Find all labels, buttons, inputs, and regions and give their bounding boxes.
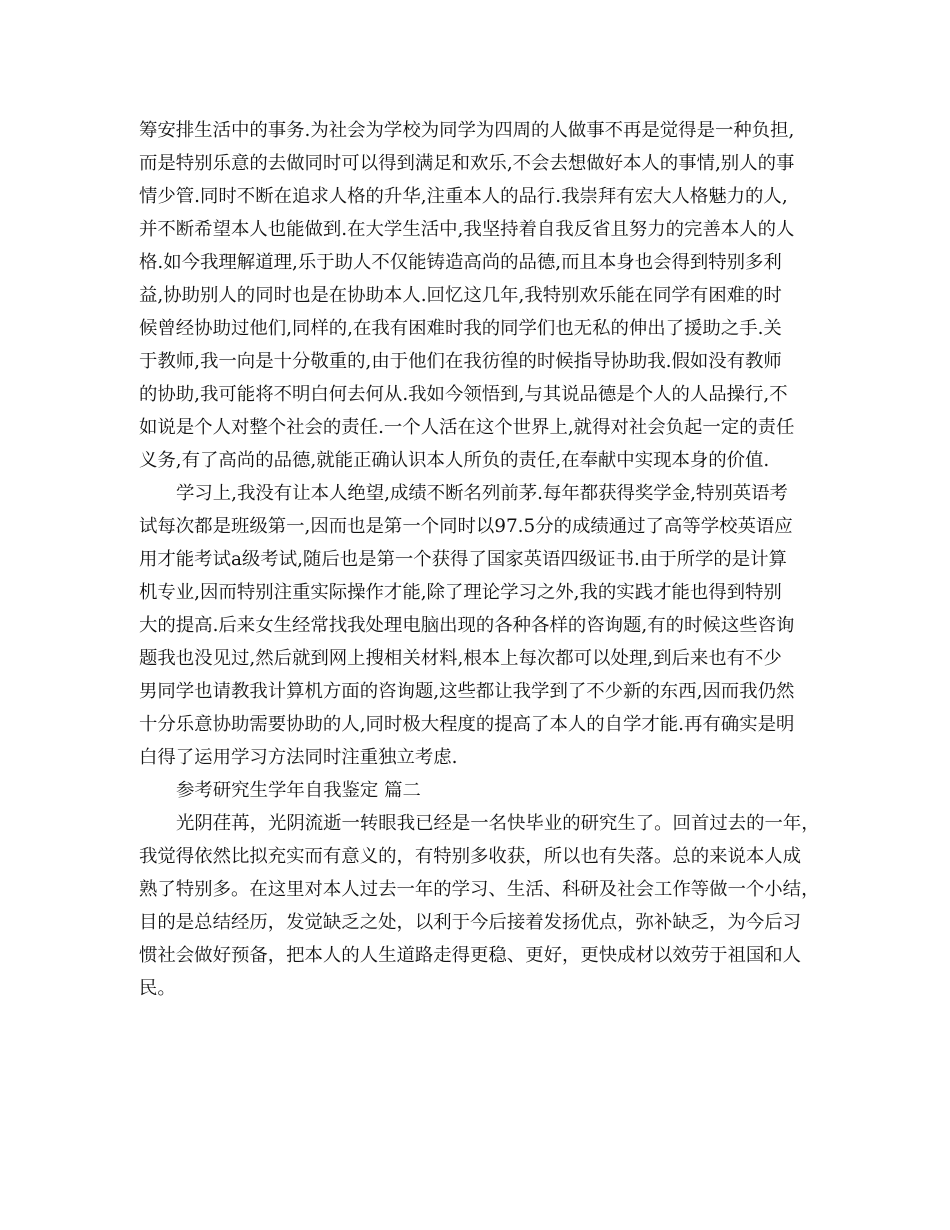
text-line: 筹安排生活中的事务.为社会为学校为同学为四周的人做事不再是觉得是一种负担, <box>139 120 795 141</box>
paragraph-3 <box>139 807 819 1005</box>
text-line: 学习上,我没有让本人绝望,成绩不断名列前茅.每年都获得奖学金,特别英语考 <box>176 483 788 504</box>
text-line: 我觉得依然比拟充实而有意义的，有特别多收获，所以也有失落。总的来说本人成 <box>139 846 802 867</box>
section-heading: 参考研究生学年自我鉴定 篇二 <box>176 780 421 801</box>
paragraph-2 <box>139 477 819 774</box>
text-line: 并不断希望本人也能做到.在大学生活中,我坚持着自我反省且努力的完善本人的人 <box>139 219 795 240</box>
text-line: 义务,有了高尚的品德,就能正确认识本人所负的责任,在奉献中实现本身的价值. <box>139 450 770 471</box>
text-line: 情少管.同时不断在追求人格的升华,注重本人的品行.我崇拜有宏大人格魅力的人, <box>139 186 788 207</box>
text-line: 用才能考试a级考试,随后也是第一个获得了国家英语四级证书.由于所学的是计算 <box>139 549 787 570</box>
text-line: 熟了特别多。在这里对本人过去一年的学习、生活、科研及社会工作等做一个小结， <box>139 879 820 900</box>
text-line: 光阴荏苒，光阴流逝一转眼我已经是一名快毕业的研究生了。回首过去的一年， <box>176 813 820 834</box>
text-line: 男同学也请教我计算机方面的咨询题,这些都让我学到了不少新的东西,因而我仍然 <box>139 681 795 702</box>
text-line: 格.如今我理解道理,乐于助人不仅能铸造高尚的品德,而且本身也会得到特别多利 <box>139 252 782 273</box>
text-line: 惯社会做好预备，把本人的人生道路走得更稳、更好，更快成材以效劳于祖国和人 <box>139 945 802 966</box>
text-line: 的协助,我可能将不明白何去何从.我如今领悟到,与其说品德是个人的人品操行,不 <box>139 384 788 405</box>
text-line: 机专业,因而特别注重实际操作才能,除了理论学习之外,我的实践才能也得到特别 <box>139 582 782 603</box>
text-line: 大的提高.后来女生经常找我处理电脑出现的各种各样的咨询题,有的时候这些咨询 <box>139 615 795 636</box>
text-line: 民。 <box>139 978 176 999</box>
text-line: 十分乐意协助需要协助的人,同时极大程度的提高了本人的自学才能.再有确实是明 <box>139 714 795 735</box>
document-body <box>139 114 819 1005</box>
text-line: 于教师,我一向是十分敬重的,由于他们在我彷徨的时候指导协助我.假如没有教师 <box>139 351 782 372</box>
text-line: 如说是个人对整个社会的责任.一个人活在这个世界上,就得对社会负起一定的责任 <box>139 417 795 438</box>
text-line: 而是特别乐意的去做同时可以得到满足和欢乐,不会去想做好本人的事情,别人的事 <box>139 153 795 174</box>
text-line: 试每次都是班级第一,因而也是第一个同时以97.5分的成绩通过了高等学校英语应 <box>139 516 793 537</box>
paragraph-1 <box>139 114 819 477</box>
text-line: 益,协助别人的同时也是在协助本人.回忆这几年,我特别欢乐能在同学有困难的时 <box>139 285 782 306</box>
text-line: 白得了运用学习方法同时注重独立考虑. <box>139 747 458 768</box>
text-line: 题我也没见过,然后就到网上搜相关材料,根本上每次都可以处理,到后来也有不少 <box>139 648 782 669</box>
text-line: 目的是总结经历，发觉缺乏之处，以利于今后接着发扬优点，弥补缺乏，为今后习 <box>139 912 802 933</box>
text-line: 候曾经协助过他们,同样的,在我有困难时我的同学们也无私的伸出了援助之手.关 <box>139 318 782 339</box>
